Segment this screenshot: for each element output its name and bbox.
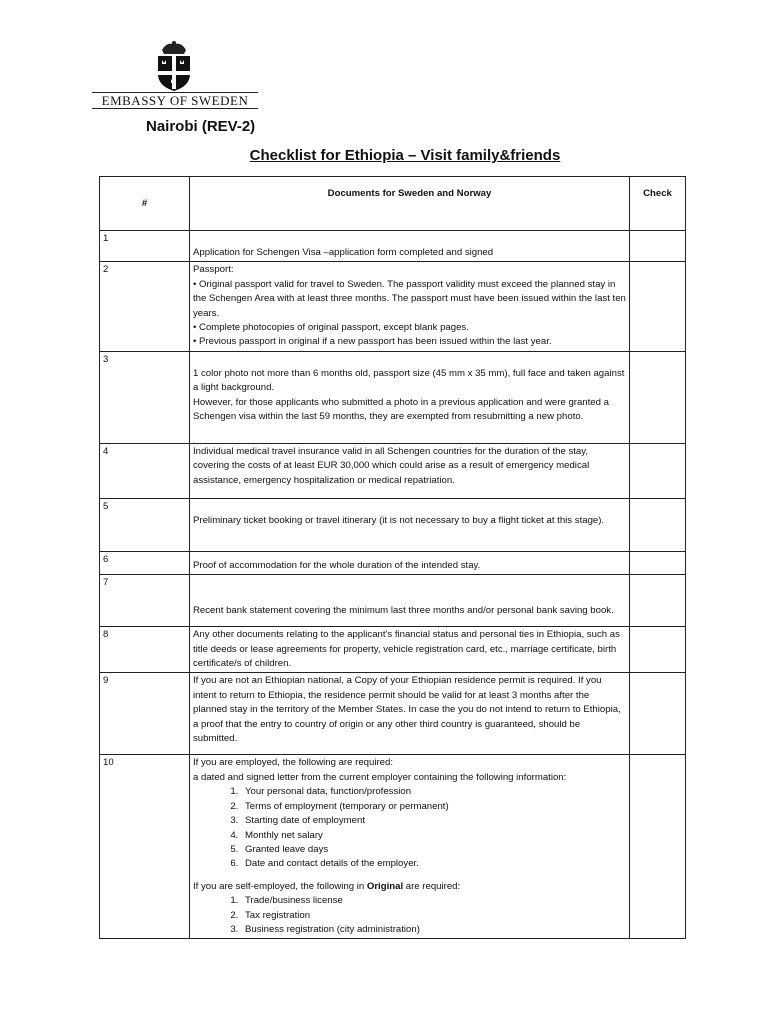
city-label: Nairobi (REV-2) — [146, 118, 256, 135]
row-document: If you are employed, the following are required: a dated and signed letter from the current employer containing the following information: 1. Your personal data, function/profession 2. Terms of employment (temporary or permanent) 3. Starting date of employment 4. Monthly net salary 5. Granted leave days 6. Date and contact details of the employer. If you are self-employed, the following in Original are required: 1. Trade/business license 2. Tax registration 3. Business registration (city administration) — [190, 755, 630, 939]
checklist-table — [99, 176, 686, 939]
table-row — [100, 231, 686, 262]
table-row — [100, 627, 686, 673]
list-item: 1. Your personal data, function/profession — [241, 785, 626, 799]
row-document: Preliminary ticket booking or travel itinerary (it is not necessary to buy a flight ticket at this stage). — [190, 498, 630, 551]
table-header-row — [100, 177, 686, 231]
row-document: Any other documents relating to the applicant's financial status and personal ties in Ethiopia, such as title deeds or lease agreements for property, vehicle registration card, etc., marriage certificate, birth certificate/s of children. — [190, 627, 630, 673]
row-number: 8 — [100, 627, 190, 673]
list-item: 3. Business registration (city administration) — [241, 923, 626, 937]
embassy-rule-bottom — [92, 108, 258, 109]
row-document: 1 color photo not more than 6 months old, passport size (45 mm x 35 mm), full face and taken against a light background. However, for those applicants who submitted a photo in a previous application and were granted a Schengen visa within the last 59 months, they are exempted from resubmitting a new photo. — [190, 351, 630, 443]
list-item: 2. Terms of employment (temporary or permanent) — [241, 800, 626, 814]
table-row — [100, 498, 686, 551]
check-cell[interactable] — [630, 231, 686, 262]
document-title: Checklist for Ethiopia – Visit family&friends — [249, 147, 561, 164]
table-row — [100, 551, 686, 574]
table-row — [100, 575, 686, 627]
check-cell[interactable] — [630, 351, 686, 443]
check-cell[interactable] — [630, 575, 686, 627]
check-cell[interactable] — [630, 498, 686, 551]
list-item: 1. Trade/business license — [241, 894, 626, 908]
column-header-number: # — [100, 177, 190, 231]
check-cell[interactable] — [630, 443, 686, 498]
row-number: 6 — [100, 551, 190, 574]
table-row — [100, 673, 686, 755]
column-header-documents: Documents for Sweden and Norway — [190, 177, 630, 231]
list-item: 2. Tax registration — [241, 909, 626, 923]
row-number: 4 — [100, 443, 190, 498]
column-header-check: Check — [630, 177, 686, 231]
row-document: Recent bank statement covering the minimum last three months and/or personal bank saving book. — [190, 575, 630, 627]
check-cell[interactable] — [630, 755, 686, 939]
row-document: Passport: • Original passport valid for travel to Sweden. The passport validity must exceed the planned stay in the Schengen Area with at least three months. The passport must have been issued within the last ten years. • Complete photocopies of original passport, except blank pages. • Previous passport in original if a new passport has been issued within the last year. — [190, 262, 630, 351]
list-item: 6. Date and contact details of the employer. — [241, 857, 626, 871]
row-document: Proof of accommodation for the whole duration of the intended stay. — [190, 551, 630, 574]
row-number: 9 — [100, 673, 190, 755]
row-document: Application for Schengen Visa –application form completed and signed — [190, 231, 630, 262]
swedish-coat-of-arms-icon — [152, 40, 196, 92]
table-row — [100, 443, 686, 498]
self-employed-list — [193, 894, 626, 937]
list-item: 4. Monthly net salary — [241, 829, 626, 843]
check-cell[interactable] — [630, 673, 686, 755]
table-row — [100, 755, 686, 939]
row-number: 7 — [100, 575, 190, 627]
row-document: If you are not an Ethiopian national, a Copy of your Ethiopian residence permit is required. If you intent to return to Ethiopia, the residence permit should be valid for at least 3 months after the planned stay in the territory of the Member States. In case the you do not intend to return to Ethiopia, a proof that the entry to country of origin or any other third country is guaranteed, should be submitted. — [190, 673, 630, 755]
employment-letter-list — [193, 785, 626, 871]
check-cell[interactable] — [630, 551, 686, 574]
row-number: 2 — [100, 262, 190, 351]
row-number: 5 — [100, 498, 190, 551]
row-number: 3 — [100, 351, 190, 443]
row-number: 10 — [100, 755, 190, 939]
check-cell[interactable] — [630, 627, 686, 673]
row-document: Individual medical travel insurance valid in all Schengen countries for the duration of the stay, covering the costs of at least EUR 30,000 which could arise as a result of emergency medical assistance, emergency hospitalization or medical repatriation. — [190, 443, 630, 498]
check-cell[interactable] — [630, 262, 686, 351]
table-row — [100, 262, 686, 351]
list-item: 3. Starting date of employment — [241, 814, 626, 828]
list-item: 5. Granted leave days — [241, 843, 626, 857]
row-number: 1 — [100, 231, 190, 262]
table-row — [100, 351, 686, 443]
embassy-name: EMBASSY OF SWEDEN — [101, 93, 249, 108]
